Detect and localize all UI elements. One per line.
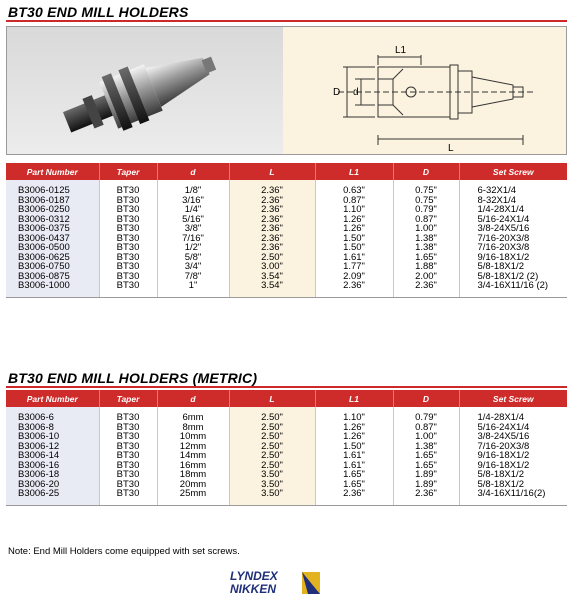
cell-part-number: B3006-6 xyxy=(6,413,99,423)
cell-set-screw: 5/16-24X1/4 xyxy=(459,423,567,433)
diagram-label-big-d: D xyxy=(333,87,341,98)
spacer-cell xyxy=(99,291,157,298)
col-header-l1: L1 xyxy=(315,163,393,180)
cell-part-number: B3006-0312 xyxy=(6,215,99,225)
holder-photo-drawing xyxy=(7,27,283,154)
cell-d: 5/16" xyxy=(157,215,229,225)
cell-d: 1/4" xyxy=(157,205,229,215)
col-header-taper: Taper xyxy=(99,163,157,180)
cell-set-screw: 9/16-18X1/2 xyxy=(459,461,567,471)
cell-big-d: 1.38" xyxy=(393,442,459,452)
cell-big-d: 1.38" xyxy=(393,243,459,253)
cell-big-d: 1.89" xyxy=(393,480,459,490)
section2-title: BT30 END MILL HOLDERS (METRIC) xyxy=(8,370,258,386)
cell-d: 3/8" xyxy=(157,224,229,234)
cell-part-number: B3006-25 xyxy=(6,489,99,499)
cell-l: 2.50" xyxy=(229,432,315,442)
cell-d: 6mm xyxy=(157,413,229,423)
cell-taper: BT30 xyxy=(99,253,157,263)
cell-d: 3/16" xyxy=(157,196,229,206)
cell-big-d: 0.75" xyxy=(393,186,459,196)
col-header-l1: L1 xyxy=(315,390,393,407)
holder-photo xyxy=(7,27,283,154)
cell-taper: BT30 xyxy=(99,196,157,206)
cell-big-d: 0.87" xyxy=(393,423,459,433)
cell-taper: BT30 xyxy=(99,224,157,234)
cell-part-number: B3006-0500 xyxy=(6,243,99,253)
cell-set-screw: 7/16-20X3/8 xyxy=(459,442,567,452)
section1-title: BT30 END MILL HOLDERS xyxy=(8,4,189,20)
spacer-cell xyxy=(6,499,99,506)
col-header-part-number: Part Number xyxy=(6,163,99,180)
cell-set-screw: 3/4-16X11/16(2) xyxy=(459,489,567,499)
diagram-label-l: L xyxy=(448,143,454,154)
cell-taper: BT30 xyxy=(99,432,157,442)
cell-d: 1" xyxy=(157,281,229,291)
lyndex-nikken-logo xyxy=(228,568,324,596)
cell-big-d: 1.89" xyxy=(393,470,459,480)
cell-big-d: 1.65" xyxy=(393,253,459,263)
cell-set-screw: 9/16-18X1/2 xyxy=(459,253,567,263)
spacer-cell xyxy=(393,499,459,506)
cell-part-number: B3006-0750 xyxy=(6,262,99,272)
cell-taper: BT30 xyxy=(99,243,157,253)
cell-l: 2.50" xyxy=(229,451,315,461)
cell-taper: BT30 xyxy=(99,451,157,461)
col-header-d: d xyxy=(157,163,229,180)
spacer-cell xyxy=(6,291,99,298)
col-header-l: L xyxy=(229,163,315,180)
table-row xyxy=(6,489,567,499)
cell-part-number: B3006-20 xyxy=(6,480,99,490)
cell-set-screw: 3/8-24X5/16 xyxy=(459,224,567,234)
spacer-cell xyxy=(99,499,157,506)
cell-big-d: 0.87" xyxy=(393,215,459,225)
cell-taper: BT30 xyxy=(99,413,157,423)
cell-set-screw: 5/8-18X1/2 xyxy=(459,262,567,272)
cell-l1: 1.61" xyxy=(315,253,393,263)
cell-part-number: B3006-16 xyxy=(6,461,99,471)
cell-big-d: 1.65" xyxy=(393,461,459,471)
cell-part-number: B3006-0875 xyxy=(6,272,99,282)
cell-set-screw: 3/4-16X11/16 (2) xyxy=(459,281,567,291)
table-row xyxy=(6,281,567,291)
cell-l: 2.50" xyxy=(229,461,315,471)
cell-d: 5/8" xyxy=(157,253,229,263)
cell-l1: 1.65" xyxy=(315,470,393,480)
cell-d: 7/8" xyxy=(157,272,229,282)
section1-header-row xyxy=(6,163,567,180)
cell-l: 3.00" xyxy=(229,262,315,272)
section2-header-row xyxy=(6,390,567,407)
cell-part-number: B3006-0625 xyxy=(6,253,99,263)
cell-part-number: B3006-18 xyxy=(6,470,99,480)
cell-l: 3.54" xyxy=(229,281,315,291)
cell-big-d: 1.65" xyxy=(393,451,459,461)
cell-part-number: B3006-0125 xyxy=(6,186,99,196)
section1-title-rule xyxy=(6,20,567,22)
cell-set-screw: 7/16-20X3/8 xyxy=(459,234,567,244)
col-header-big-d: D xyxy=(393,390,459,407)
cell-part-number: B3006-0437 xyxy=(6,234,99,244)
cell-d: 16mm xyxy=(157,461,229,471)
row-spacer xyxy=(6,499,567,506)
section2-title-rule xyxy=(6,386,567,388)
cell-set-screw: 5/8-18X1/2 (2) xyxy=(459,272,567,282)
cell-l1: 1.26" xyxy=(315,215,393,225)
cell-part-number: B3006-1000 xyxy=(6,281,99,291)
cell-l: 2.50" xyxy=(229,413,315,423)
cell-part-number: B3006-8 xyxy=(6,423,99,433)
cell-l: 2.36" xyxy=(229,234,315,244)
cell-l1: 1.65" xyxy=(315,480,393,490)
cell-set-screw: 5/16-24X1/4 xyxy=(459,215,567,225)
spacer-cell xyxy=(459,499,567,506)
cell-d: 20mm xyxy=(157,480,229,490)
col-header-taper: Taper xyxy=(99,390,157,407)
cell-set-screw: 3/8-24X5/16 xyxy=(459,432,567,442)
cell-part-number: B3006-0187 xyxy=(6,196,99,206)
cell-taper: BT30 xyxy=(99,489,157,499)
cell-taper: BT30 xyxy=(99,423,157,433)
cell-l1: 1.10" xyxy=(315,205,393,215)
cell-taper: BT30 xyxy=(99,281,157,291)
cell-set-screw: 5/8-18X1/2 xyxy=(459,480,567,490)
cell-big-d: 1.00" xyxy=(393,432,459,442)
cell-d: 8mm xyxy=(157,423,229,433)
cell-l1: 1.26" xyxy=(315,423,393,433)
cell-taper: BT30 xyxy=(99,480,157,490)
cell-l1: 1.26" xyxy=(315,432,393,442)
cell-l1: 2.36" xyxy=(315,489,393,499)
cell-big-d: 0.79" xyxy=(393,205,459,215)
dimension-drawing xyxy=(283,27,566,154)
dimension-diagram xyxy=(283,27,566,154)
cell-set-screw: 7/16-20X3/8 xyxy=(459,243,567,253)
spacer-cell xyxy=(393,291,459,298)
cell-l: 2.36" xyxy=(229,205,315,215)
spacer-cell xyxy=(229,499,315,506)
cell-d: 10mm xyxy=(157,432,229,442)
cell-taper: BT30 xyxy=(99,262,157,272)
cell-part-number: B3006-10 xyxy=(6,432,99,442)
col-header-big-d: D xyxy=(393,163,459,180)
section2-table xyxy=(6,390,567,506)
cell-l: 2.36" xyxy=(229,186,315,196)
col-header-set-screw: Set Screw xyxy=(459,163,567,180)
cell-part-number: B3006-0250 xyxy=(6,205,99,215)
cell-big-d: 1.88" xyxy=(393,262,459,272)
col-header-part-number: Part Number xyxy=(6,390,99,407)
spacer-cell xyxy=(157,499,229,506)
product-image-panel xyxy=(6,26,567,155)
cell-l: 2.50" xyxy=(229,253,315,263)
logo-line1: LYNDEX xyxy=(230,569,278,583)
cell-l1: 1.26" xyxy=(315,224,393,234)
cell-taper: BT30 xyxy=(99,442,157,452)
cell-big-d: 0.75" xyxy=(393,196,459,206)
cell-d: 18mm xyxy=(157,470,229,480)
section1-table xyxy=(6,163,567,298)
cell-big-d: 2.00" xyxy=(393,272,459,282)
cell-l1: 2.09" xyxy=(315,272,393,282)
cell-d: 7/16" xyxy=(157,234,229,244)
cell-l1: 1.77" xyxy=(315,262,393,272)
cell-d: 12mm xyxy=(157,442,229,452)
cell-l1: 1.61" xyxy=(315,461,393,471)
cell-big-d: 1.00" xyxy=(393,224,459,234)
spacer-cell xyxy=(157,291,229,298)
cell-l: 3.50" xyxy=(229,489,315,499)
cell-taper: BT30 xyxy=(99,461,157,471)
cell-taper: BT30 xyxy=(99,205,157,215)
cell-d: 14mm xyxy=(157,451,229,461)
cell-l1: 0.87" xyxy=(315,196,393,206)
logo-line2: NIKKEN xyxy=(230,582,277,596)
cell-taper: BT30 xyxy=(99,470,157,480)
cell-big-d: 2.36" xyxy=(393,489,459,499)
cell-d: 3/4" xyxy=(157,262,229,272)
cell-l1: 1.10" xyxy=(315,413,393,423)
cell-l: 3.54" xyxy=(229,272,315,282)
cell-l: 2.36" xyxy=(229,196,315,206)
cell-set-screw: 9/16-18X1/2 xyxy=(459,451,567,461)
cell-part-number: B3006-14 xyxy=(6,451,99,461)
cell-part-number: B3006-12 xyxy=(6,442,99,452)
cell-l1: 1.61" xyxy=(315,451,393,461)
cell-set-screw: 8-32X1/4 xyxy=(459,196,567,206)
cell-set-screw: 6-32X1/4 xyxy=(459,186,567,196)
cell-set-screw: 5/8-18X1/2 xyxy=(459,470,567,480)
cell-l: 2.36" xyxy=(229,243,315,253)
footnote: Note: End Mill Holders come equipped with set screws. xyxy=(8,546,240,557)
cell-l: 2.36" xyxy=(229,224,315,234)
spacer-cell xyxy=(315,499,393,506)
cell-l: 2.36" xyxy=(229,215,315,225)
col-header-l: L xyxy=(229,390,315,407)
cell-set-screw: 1/4-28X1/4 xyxy=(459,205,567,215)
cell-l: 3.50" xyxy=(229,480,315,490)
diagram-label-small-d: d xyxy=(353,87,359,98)
cell-big-d: 2.36" xyxy=(393,281,459,291)
spacer-cell xyxy=(229,291,315,298)
cell-part-number: B3006-0375 xyxy=(6,224,99,234)
cell-l1: 1.50" xyxy=(315,243,393,253)
row-spacer xyxy=(6,291,567,298)
cell-l: 2.50" xyxy=(229,442,315,452)
col-header-set-screw: Set Screw xyxy=(459,390,567,407)
cell-taper: BT30 xyxy=(99,234,157,244)
cell-l: 2.50" xyxy=(229,423,315,433)
cell-d: 1/2" xyxy=(157,243,229,253)
cell-taper: BT30 xyxy=(99,272,157,282)
col-header-d: d xyxy=(157,390,229,407)
cell-l1: 1.50" xyxy=(315,234,393,244)
cell-l1: 0.63" xyxy=(315,186,393,196)
cell-l: 3.50" xyxy=(229,470,315,480)
diagram-label-l1: L1 xyxy=(395,45,407,56)
spacer-cell xyxy=(315,291,393,298)
spacer-cell xyxy=(459,291,567,298)
cell-big-d: 1.38" xyxy=(393,234,459,244)
cell-d: 25mm xyxy=(157,489,229,499)
cell-taper: BT30 xyxy=(99,186,157,196)
cell-l1: 2.36" xyxy=(315,281,393,291)
cell-big-d: 0.79" xyxy=(393,413,459,423)
cell-set-screw: 1/4-28X1/4 xyxy=(459,413,567,423)
cell-d: 1/8" xyxy=(157,186,229,196)
cell-l1: 1.50" xyxy=(315,442,393,452)
cell-taper: BT30 xyxy=(99,215,157,225)
